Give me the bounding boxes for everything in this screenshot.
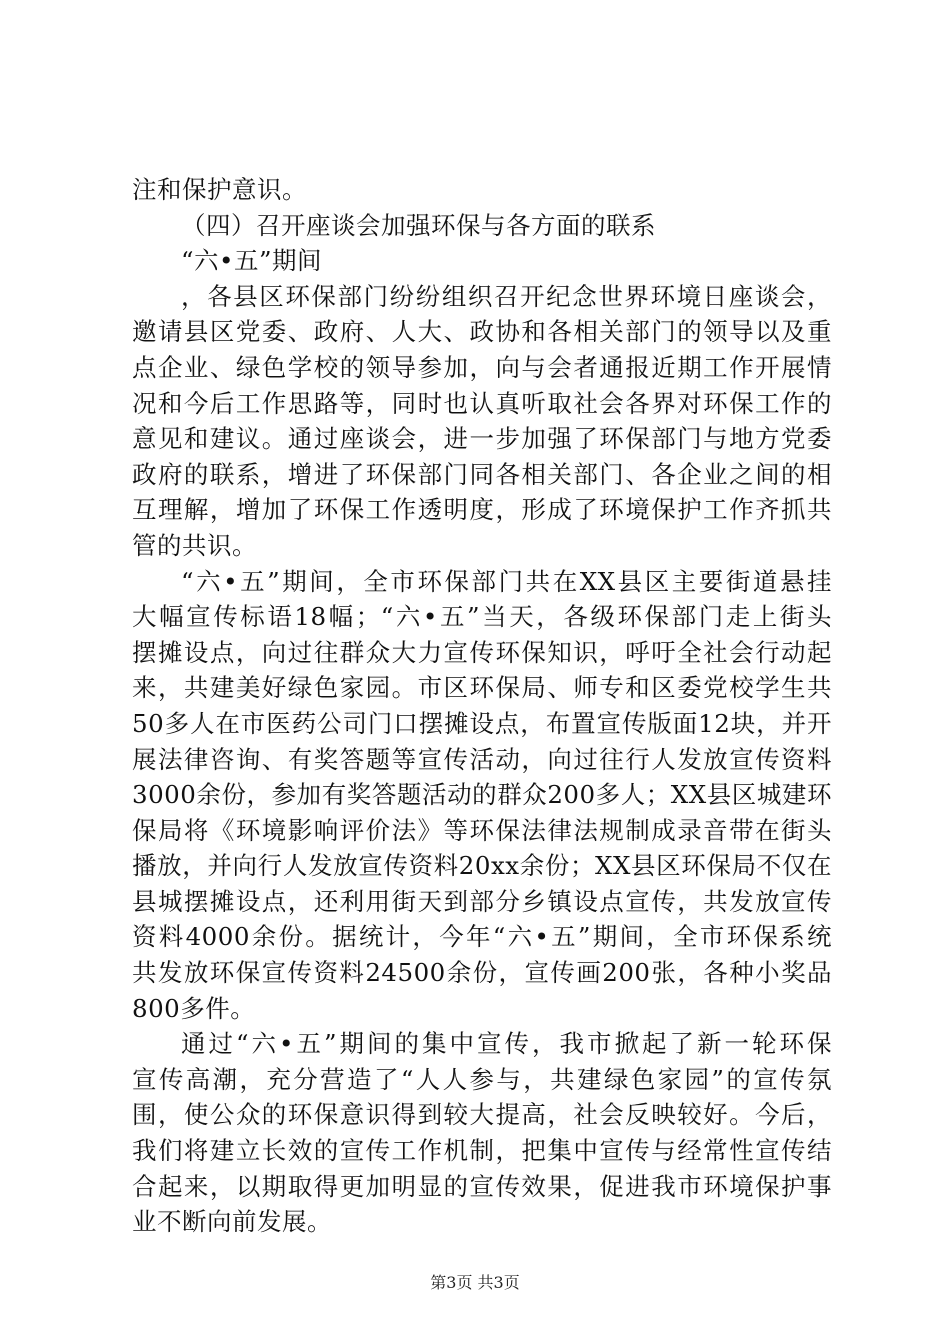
text-line: 50多人在市医药公司门口摆摊设点，布置宣传版面12块，并开: [132, 708, 832, 738]
text-line: 互理解，增加了环保工作透明度，形成了环境保护工作齐抓共: [132, 495, 832, 525]
text-line: 我们将建立长效的宣传工作机制，把集中宣传与经常性宣传结: [132, 1136, 832, 1166]
text-line: “六•五”期间，全市环保部门共在XX县区主要街道悬挂: [181, 566, 832, 596]
text-line: 播放，并向行人发放宣传资料20xx余份；XX县区环保局不仅在: [132, 851, 832, 881]
text-line: 政府的联系，增进了环保部门同各相关部门、各企业之间的相: [132, 459, 832, 489]
text-line: “六•五”期间: [181, 246, 323, 276]
text-line: （四）召开座谈会加强环保与各方面的联系: [181, 210, 656, 240]
text-line: 合起来，以期取得更加明显的宣传效果，促进我市环境保护事: [132, 1171, 832, 1201]
text-line: 意见和建议。通过座谈会，进一步加强了环保部门与地方党委: [132, 424, 832, 454]
text-line: 围，使公众的环保意识得到较大提高，社会反映较好。今后，: [132, 1100, 832, 1130]
text-line: 邀请县区党委、政府、人大、政协和各相关部门的领导以及重: [132, 317, 832, 347]
text-line: 摆摊设点，向过往群众大力宣传环保知识，呼吁全社会行动起: [132, 637, 832, 667]
text-line: 800多件。: [132, 993, 256, 1023]
text-line: 点企业、绿色学校的领导参加，向与会者通报近期工作开展情: [132, 352, 832, 382]
text-line: 3000余份，参加有奖答题活动的群众200多人；XX县区城建环: [132, 780, 832, 810]
text-line: 通过“六•五”期间的集中宣传，我市掀起了新一轮环保: [181, 1029, 832, 1059]
text-line: 况和今后工作思路等，同时也认真听取社会各界对环保工作的: [132, 388, 832, 418]
text-line: 宣传高潮，充分营造了“人人参与，共建绿色家园”的宣传氛: [132, 1064, 832, 1094]
text-line: 来，共建美好绿色家园。市区环保局、师专和区委党校学生共: [132, 673, 832, 703]
text-line: 大幅宣传标语18幅；“六•五”当天，各级环保部门走上街头: [132, 602, 832, 632]
text-line: 管的共识。: [132, 530, 257, 560]
document-body: [132, 172, 832, 1240]
text-line: ，各县区环保部门纷纷组织召开纪念世界环境日座谈会，: [181, 281, 832, 311]
text-line: 县城摆摊设点，还利用街天到部分乡镇设点宣传，共发放宣传: [132, 886, 832, 916]
text-line: 共发放环保宣传资料24500余份，宣传画200张，各种小奖品: [132, 958, 832, 988]
text-line: 业不断向前发展。: [132, 1207, 332, 1237]
text-line: 注和保护意识。: [132, 175, 307, 204]
text-line: 展法律咨询、有奖答题等宣传活动，向过往行人发放宣传资料: [132, 744, 832, 774]
page-footer: 第3页 共3页: [430, 1273, 520, 1292]
text-line: 保局将《环境影响评价法》等环保法律法规制成录音带在街头: [132, 815, 832, 845]
text-line: 资料4000余份。据统计，今年“六•五”期间，全市环保系统: [132, 922, 832, 952]
